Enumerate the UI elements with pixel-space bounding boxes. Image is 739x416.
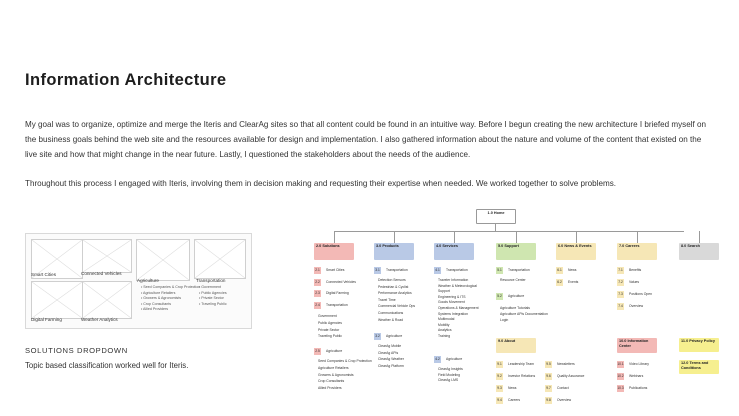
sitemap-item[interactable]: Transportation — [446, 268, 468, 272]
dropdown-label-weather-analytics[interactable]: Weather Analytics — [81, 317, 118, 322]
sitemap-item[interactable]: ClearAg Mobile — [378, 344, 402, 348]
sitemap-item[interactable]: Weather & Road — [378, 317, 404, 322]
section-number-badge: 10.2 — [617, 374, 624, 378]
sitemap-item[interactable]: ClearAg Insights — [438, 367, 463, 371]
sitemap-item[interactable]: Careers — [508, 398, 521, 402]
sitemap-item[interactable]: Digital Farming — [326, 291, 349, 295]
sitemap-item[interactable]: Analytics — [438, 328, 452, 333]
sitemap-node[interactable]: 11.0 Privacy Policy — [679, 338, 719, 352]
sitemap-item[interactable]: Agriculture — [508, 294, 525, 298]
sitemap-item[interactable]: Travel Time — [378, 297, 396, 302]
dropdown-sub-item[interactable]: • Seed Companies & Crop Protection — [141, 285, 201, 289]
connector-line — [334, 231, 684, 232]
connector-line — [699, 231, 700, 243]
section-number-badge: 9.1 — [497, 362, 502, 366]
sitemap-node[interactable]: 3.0 Products — [374, 243, 414, 260]
section-number-badge: 9.2 — [497, 374, 502, 378]
sitemap-item[interactable]: Crop Consultants — [318, 379, 345, 384]
sitemap-node[interactable]: 5.0 Support — [496, 243, 536, 260]
sitemap-item[interactable]: Benefits — [629, 268, 642, 272]
section-number-badge: 3.1 — [375, 268, 380, 272]
sitemap-item[interactable]: Mobility — [438, 322, 450, 327]
sitemap-node[interactable]: 8.0 Search — [679, 243, 719, 260]
sitemap-item[interactable]: ClearAg Platform — [378, 363, 404, 368]
sitemap-item[interactable]: Agriculture APIs Documentation — [500, 312, 548, 316]
sitemap-item[interactable]: Private Sector — [318, 327, 340, 332]
section-number-badge: 10.3 — [617, 386, 624, 390]
sitemap-item[interactable]: Allied Providers — [318, 386, 342, 391]
section-number-badge: 7.1 — [618, 268, 623, 272]
sitemap-item[interactable]: Multimodal — [438, 317, 455, 322]
section-number-badge: 4.1 — [435, 268, 440, 272]
sitemap-item[interactable]: Public Agencies — [318, 320, 342, 325]
sitemap-node[interactable]: 6.0 News & Events — [556, 243, 596, 260]
dropdown-sub-item[interactable]: • Private Sector — [199, 296, 224, 301]
sitemap-item[interactable]: Transportation — [326, 302, 348, 307]
section-number-badge: 6.1 — [557, 268, 562, 272]
sitemap-item[interactable]: Support — [438, 289, 450, 294]
dropdown-sub-item[interactable]: • Allied Providers — [141, 307, 169, 312]
connector-line — [516, 231, 517, 243]
sitemap-item[interactable]: Video Library — [629, 362, 649, 366]
dropdown-sub-item[interactable]: • Public Agencies — [199, 290, 227, 295]
sitemap-item[interactable]: Quality Assurance — [557, 374, 585, 378]
sitemap-item[interactable]: Login — [500, 318, 509, 322]
sitemap-item[interactable]: Leadership Team — [508, 362, 534, 366]
dropdown-label-connected-vehicles[interactable]: Connected Vehicles — [81, 271, 122, 276]
sitemap-item[interactable]: Operations & Management — [438, 306, 479, 310]
dropdown-sub-item[interactable]: • Crop Consultants — [141, 301, 172, 306]
connector-line — [394, 231, 395, 243]
dropdown-label-digital-farming[interactable]: Digital Farming — [31, 317, 62, 322]
dropdown-sub-item[interactable]: • Traveling Public — [199, 301, 227, 306]
section-number-badge: 5.2 — [497, 294, 502, 298]
section-number-badge: 9.7 — [546, 386, 551, 390]
section-number-badge: 2.2 — [315, 279, 320, 284]
sitemap-item[interactable]: Goods Movement — [438, 300, 465, 305]
sitemap-item[interactable]: Agriculture — [326, 349, 343, 353]
sitemap-item[interactable]: Commercial Vehicle Ops — [378, 304, 416, 309]
dropdown-label-smart-cities[interactable]: Smart Cities — [31, 272, 57, 277]
sitemap-item[interactable]: Overview — [629, 304, 644, 308]
sitemap-item[interactable]: Agriculture — [446, 357, 463, 361]
process-paragraph: Throughout this process I engaged with Iteris, involving them in decision making and requesting their expertise when needed. We worked together to solve problems. — [25, 179, 617, 188]
dropdown-sub-item[interactable]: • Government — [199, 285, 222, 289]
dropdown-label-agriculture[interactable]: Agriculture — [137, 278, 159, 283]
section-number-badge: 7.2 — [618, 280, 623, 284]
caption-text: Topic based classification worked well for Iteris. — [25, 361, 189, 370]
connector-line — [637, 231, 638, 243]
sitemap-node[interactable]: 1.0 Home — [476, 209, 516, 224]
section-number-badge: 5.1 — [497, 268, 502, 272]
sitemap-item[interactable]: Transportation — [508, 268, 530, 272]
sitemap-item[interactable]: Events — [568, 280, 579, 284]
sitemap-item[interactable]: ClearAg Weather — [378, 357, 404, 362]
section-number-badge: 9.6 — [546, 374, 551, 378]
sitemap-item[interactable]: Smart Cities — [326, 268, 345, 272]
connector-line — [334, 231, 335, 243]
sitemap-item[interactable]: Values — [629, 280, 640, 284]
sitemap-item[interactable]: Agriculture Tutorials — [500, 306, 530, 310]
sitemap-item[interactable]: Growers & Agronomists — [318, 372, 354, 377]
sitemap-item[interactable]: Weather & Meteorological — [438, 283, 477, 288]
sitemap-item[interactable]: Transportation — [386, 268, 408, 272]
sitemap-item[interactable]: Publications — [629, 386, 648, 390]
dropdown-label-transportation[interactable]: Transportation — [196, 278, 226, 283]
sitemap-item[interactable]: Connected Vehicles — [326, 279, 356, 284]
caption-heading: SOLUTIONS DROPDOWN — [25, 346, 128, 355]
section-number-badge: 9.5 — [546, 362, 551, 366]
section-number-badge: 7.3 — [618, 292, 623, 296]
sitemap-item[interactable]: Agriculture — [386, 334, 403, 338]
sitemap-item[interactable]: Positions Open — [629, 292, 652, 296]
sitemap-item[interactable]: Communications — [378, 311, 404, 315]
section-number-badge: 4.2 — [435, 357, 440, 361]
intro-paragraph: My goal was to organize, optimize and merge the Iteris and ClearAg sites so that all content could be found in an intuitive way. Before I begun creating the new architecture I briefed myself on the business goals behind the web site and the resources available for design and implementation. I also gathered information about the nature and volume of the content that existed on the live site and how that might change in the near future. Lastly, I questioned the stakeholders about the needs of the audience. — [25, 120, 707, 160]
sitemap-item[interactable]: News — [568, 268, 577, 272]
sitemap-item[interactable]: Engineering & ITS — [438, 294, 466, 299]
sitemap-item[interactable]: Traveler Information — [438, 278, 469, 282]
sitemap-item[interactable]: Detection Sensors — [378, 278, 406, 282]
section-number-badge: 10.1 — [617, 362, 624, 366]
dropdown-sub-item[interactable]: • Growers & Agronomists — [141, 296, 182, 301]
dropdown-sub-item[interactable]: • Agriculture Retailers — [141, 290, 176, 295]
section-number-badge: 2.5 — [315, 349, 320, 353]
sitemap-item[interactable]: Overview — [557, 398, 572, 402]
page-title: Information Architecture — [25, 71, 227, 89]
section-number-badge: 7.4 — [618, 304, 623, 308]
section-number-badge: 3.2 — [375, 334, 380, 338]
sitemap-node[interactable]: 12.0 Terms and Conditions — [679, 360, 719, 374]
sitemap-item[interactable]: Traveling Public — [318, 334, 342, 339]
sitemap-item[interactable]: Contact — [557, 386, 569, 390]
sitemap-node[interactable]: 4.0 Services — [434, 243, 474, 260]
section-number-badge: 9.4 — [497, 398, 502, 402]
sitemap-node[interactable]: 9.0 About — [496, 338, 536, 353]
sitemap-node[interactable]: 10.0 Information Center — [617, 338, 657, 353]
sitemap-item[interactable]: Agriculture Retailers — [318, 365, 349, 370]
sitemap-item[interactable]: Resource Center — [500, 278, 526, 282]
connector-line — [576, 231, 577, 243]
sitemap-item[interactable]: ClearAg LMS — [438, 378, 459, 383]
sitemap-item[interactable]: ClearAg APIs — [378, 350, 399, 355]
sitemap-item[interactable]: Systems Integration — [438, 311, 468, 316]
section-number-badge: 2.4 — [315, 302, 320, 307]
sitemap-item[interactable]: Training — [438, 334, 451, 338]
section-number-badge: 9.3 — [497, 386, 502, 390]
sitemap-item[interactable]: Newsletters — [557, 362, 575, 366]
sitemap-item[interactable]: Performance Analytics — [378, 291, 412, 296]
sitemap-item[interactable]: News — [508, 386, 517, 390]
sitemap-item[interactable]: Investor Relations — [508, 374, 536, 378]
sitemap-item[interactable]: Government — [318, 314, 337, 318]
sitemap-item[interactable]: Seed Companies & Crop Protection — [318, 359, 372, 363]
section-number-badge: 2.1 — [315, 268, 320, 272]
section-number-badge: 9.8 — [546, 398, 551, 402]
sitemap-item[interactable]: Field Modeling — [438, 372, 461, 377]
section-number-badge: 2.3 — [315, 291, 320, 295]
connector-line — [454, 231, 455, 243]
section-number-badge: 6.2 — [557, 280, 562, 284]
connector-line — [495, 224, 496, 231]
sitemap-node[interactable]: 2.0 Solutions — [314, 243, 354, 260]
sitemap-node[interactable]: 7.0 Careers — [617, 243, 657, 260]
sitemap-item[interactable]: Webinars — [629, 374, 644, 378]
sitemap-item[interactable]: Pedestrian & Cyclist — [378, 284, 409, 289]
